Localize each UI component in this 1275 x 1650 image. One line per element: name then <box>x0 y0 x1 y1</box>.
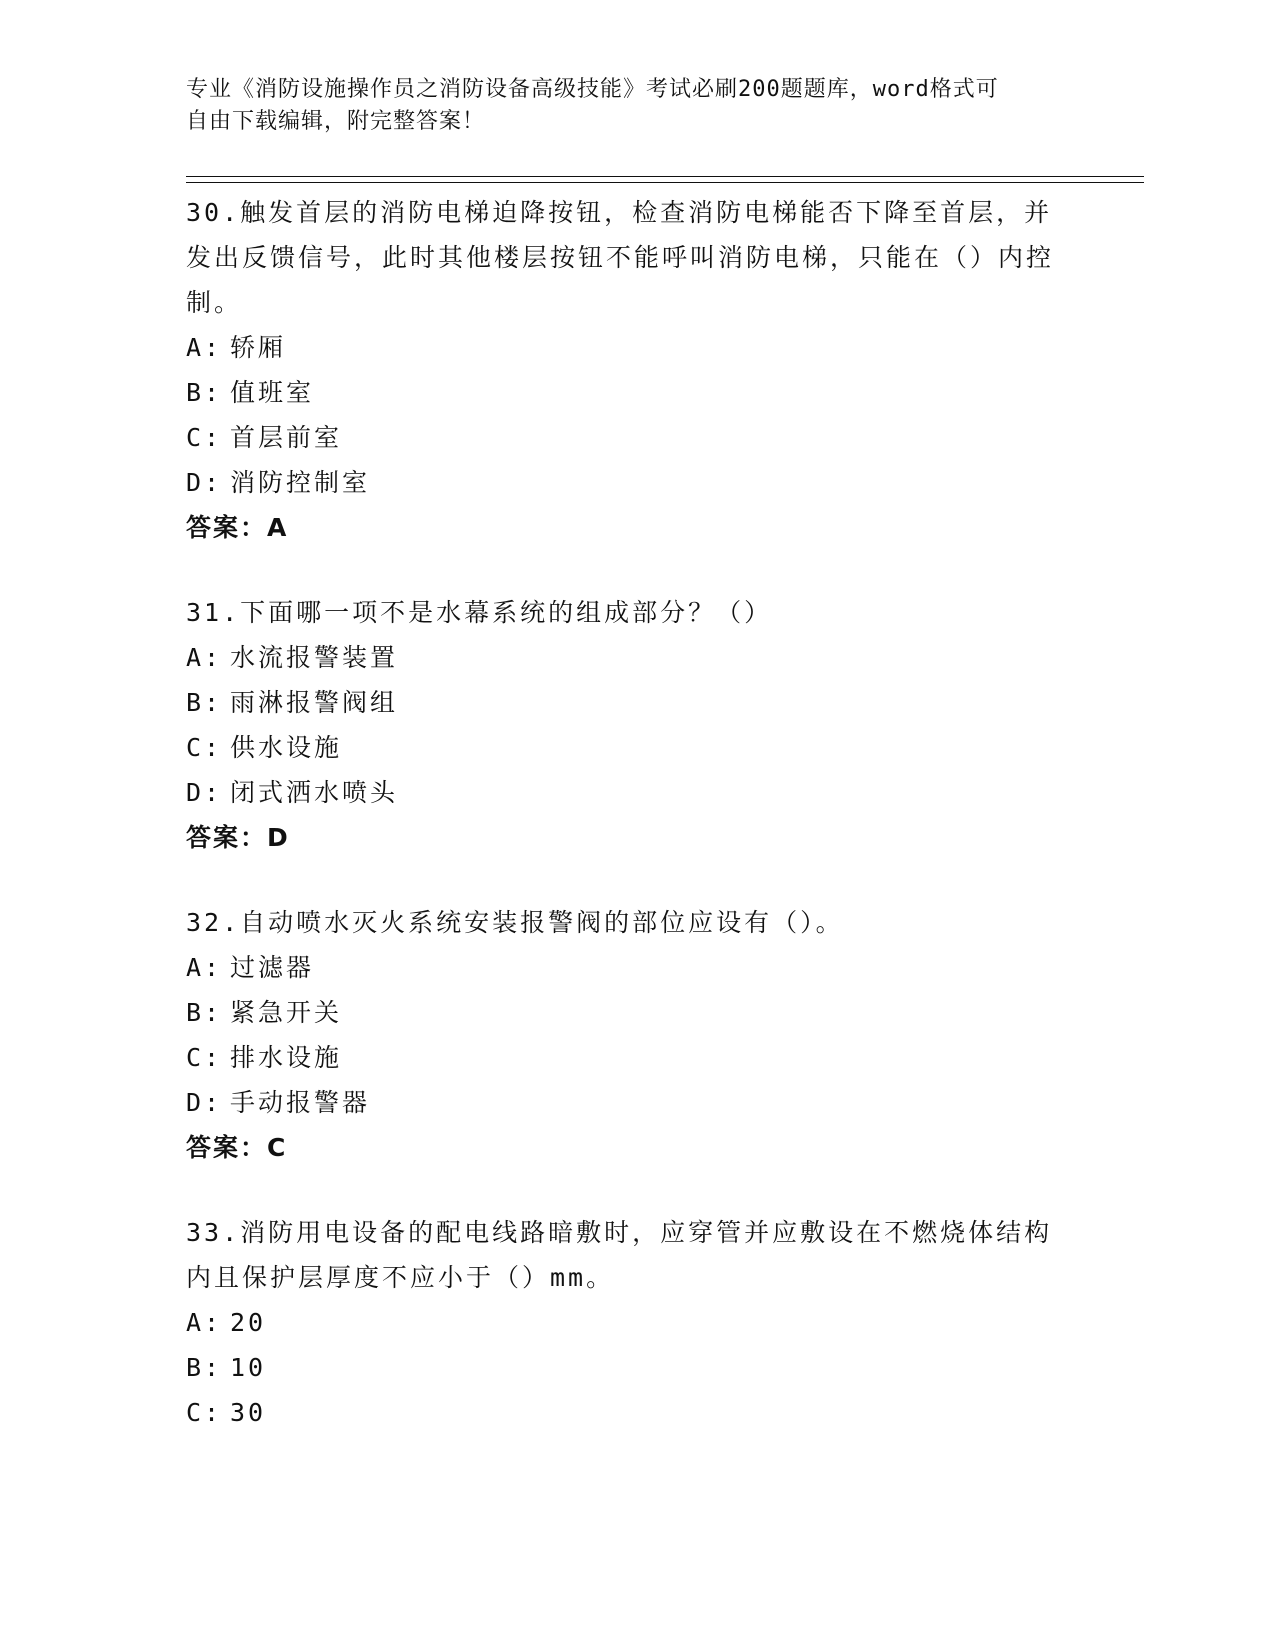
option-letter: A: <box>186 643 223 672</box>
option-letter: B: <box>186 378 223 407</box>
question-32 <box>186 900 1076 1170</box>
option-letter: C: <box>186 1043 223 1072</box>
question-stem: 33.消防用电设备的配电线路暗敷时，应穿管并应敷设在不燃烧体结构内且保护层厚度不应小于（）mm。 <box>186 1218 1053 1292</box>
option-letter: D: <box>186 1088 223 1117</box>
question-stem: 32.自动喷水灭火系统安装报警阀的部位应设有（）。 <box>186 908 844 937</box>
option-a <box>186 1300 1076 1345</box>
option-b <box>186 370 1076 415</box>
document-header <box>186 74 1066 138</box>
option-text: 闭式洒水喷头 <box>230 778 399 807</box>
option-text: 过滤器 <box>230 953 315 982</box>
header-divider-top <box>186 176 1144 177</box>
option-a <box>186 945 1076 990</box>
answer-label: 答案：D <box>186 823 290 852</box>
option-letter: C: <box>186 423 223 452</box>
answer-label: 答案：A <box>186 513 289 542</box>
option-b <box>186 990 1076 1035</box>
option-text: 20 <box>230 1308 267 1337</box>
option-letter: D: <box>186 468 223 497</box>
option-d <box>186 770 1076 815</box>
question-stem: 30.触发首层的消防电梯迫降按钮，检查消防电梯能否下降至首层，并发出反馈信号，此时其他楼层按钮不能呼叫消防电梯，只能在（）内控制。 <box>186 198 1055 317</box>
answer-label: 答案：C <box>186 1133 288 1162</box>
option-letter: B: <box>186 688 223 717</box>
option-letter: C: <box>186 1398 223 1427</box>
option-letter: B: <box>186 998 223 1027</box>
option-a <box>186 325 1076 370</box>
option-text: 水流报警装置 <box>230 643 399 672</box>
option-text: 30 <box>230 1398 267 1427</box>
option-letter: D: <box>186 778 223 807</box>
option-text: 排水设施 <box>230 1043 343 1072</box>
option-letter: A: <box>186 333 223 362</box>
question-stem: 31.下面哪一项不是水幕系统的组成部分？（） <box>186 598 773 627</box>
option-text: 轿厢 <box>230 333 287 362</box>
option-letter: B: <box>186 1353 223 1382</box>
header-line-1: 专业《消防设施操作员之消防设备高级技能》考试必刷200题题库，word格式可 <box>186 77 999 102</box>
question-list <box>186 190 1076 1475</box>
option-a <box>186 635 1076 680</box>
option-d <box>186 460 1076 505</box>
header-divider-bottom <box>186 182 1144 183</box>
option-text: 手动报警器 <box>230 1088 371 1117</box>
option-text: 10 <box>230 1353 267 1382</box>
option-b <box>186 680 1076 725</box>
question-30 <box>186 190 1076 550</box>
option-letter: A: <box>186 953 223 982</box>
option-b <box>186 1345 1076 1390</box>
option-c <box>186 415 1076 460</box>
header-line-2: 自由下载编辑，附完整答案！ <box>186 109 486 134</box>
option-text: 供水设施 <box>230 733 343 762</box>
option-letter: C: <box>186 733 223 762</box>
option-text: 首层前室 <box>230 423 343 452</box>
option-c <box>186 725 1076 770</box>
option-text: 紧急开关 <box>230 998 343 1027</box>
option-text: 值班室 <box>230 378 315 407</box>
option-d <box>186 1080 1076 1125</box>
question-31 <box>186 590 1076 860</box>
option-text: 消防控制室 <box>230 468 371 497</box>
option-c <box>186 1390 1076 1435</box>
question-33 <box>186 1210 1076 1435</box>
option-letter: A: <box>186 1308 223 1337</box>
option-c <box>186 1035 1076 1080</box>
option-text: 雨淋报警阀组 <box>230 688 399 717</box>
